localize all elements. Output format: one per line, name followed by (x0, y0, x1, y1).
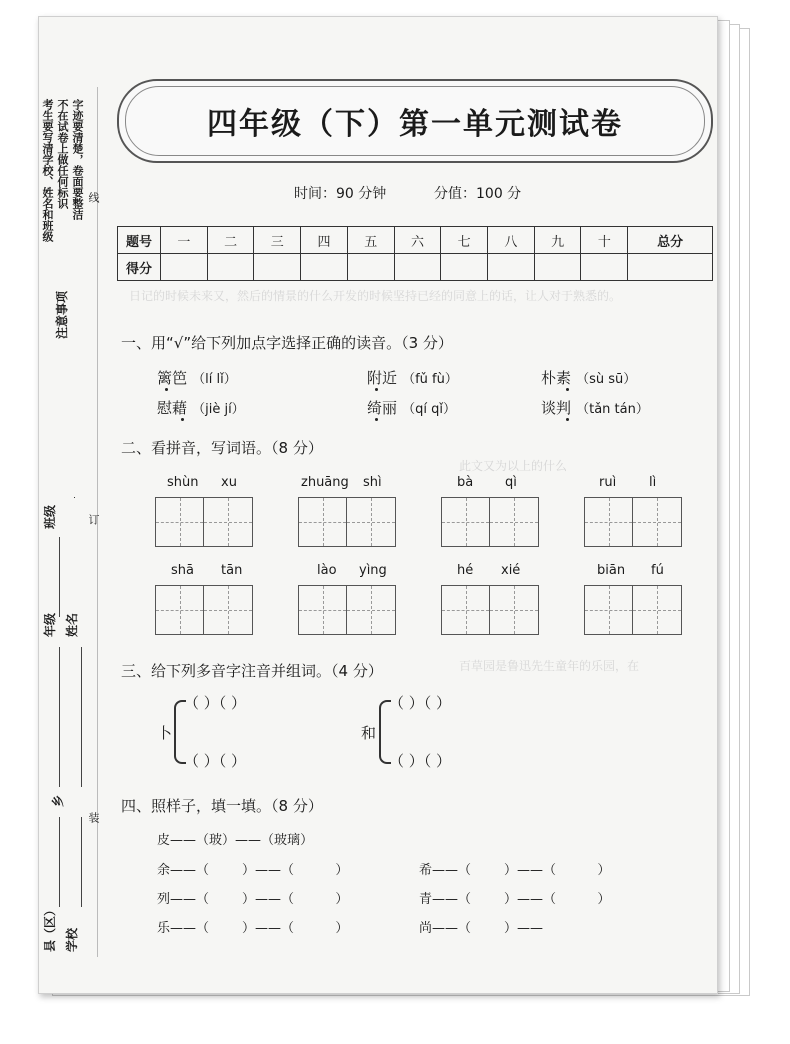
pinyin-label: yìng (359, 563, 387, 578)
reading-pinyin-options[interactable]: （lí lǐ） (192, 372, 237, 387)
emphasis-dot (165, 388, 168, 391)
writing-grid[interactable] (155, 497, 253, 547)
reading-pinyin-options[interactable]: （sù sū） (576, 372, 637, 387)
notice-line-1: 考生要写清学校、姓名和班级 (41, 99, 54, 242)
score-table-score-row (118, 254, 713, 281)
notice-line-2: 不在试卷上做任何标识 (56, 99, 69, 209)
field-county: 县（区） (43, 903, 57, 952)
score-entry-cell[interactable] (488, 254, 535, 281)
score-entry-cell[interactable] (394, 254, 441, 281)
score-entry-cell[interactable] (347, 254, 394, 281)
field-school: 学校 (65, 927, 79, 952)
score-entry-cell[interactable] (534, 254, 581, 281)
score-table-header-row (118, 227, 713, 254)
score-table-cell: 三 (254, 227, 301, 254)
score-table-cell: 十 (581, 227, 628, 254)
polyphone-blank[interactable]: （ ）（ ） (389, 694, 452, 712)
emphasis-dot (181, 418, 184, 421)
pinyin-label: biān (597, 563, 626, 578)
field-township: 乡 (51, 794, 65, 807)
time-label: 时间：90 分钟 (294, 186, 387, 202)
notice-line-3: 字迹要清楚，卷面要整洁 (71, 99, 84, 220)
fill-row[interactable]: 列——（ ）——（ ） (157, 892, 349, 907)
writing-grid[interactable] (584, 585, 682, 635)
example-part: 玻 (209, 833, 223, 848)
polyphone-char-bu: 卜 (157, 724, 173, 742)
field-name: 姓名 (65, 612, 79, 637)
pinyin-label: shā (171, 563, 194, 578)
score-entry-cell[interactable] (207, 254, 254, 281)
pinyin-label: zhuāng (301, 475, 349, 490)
reading-word: 朴素 (541, 369, 572, 387)
score-table-cell: 一 (161, 227, 208, 254)
score-entry-cell[interactable] (161, 254, 208, 281)
pinyin-label: qì (505, 475, 517, 490)
section1-heading: 一、用“√”给下列加点字选择正确的读音。（3 分） (121, 334, 453, 352)
score-table-cell: 九 (534, 227, 581, 254)
score-table-cell: 总分 (628, 227, 713, 254)
emphasis-dot (375, 418, 378, 421)
field-class-line (74, 497, 75, 498)
reading-pinyin-options[interactable]: （fǔ fù） (402, 372, 458, 387)
score-table-cell: 八 (488, 227, 535, 254)
score-table-cell: 题号 (118, 227, 161, 254)
field-class: 班级 (43, 504, 57, 529)
reading-word: 篱笆 (157, 369, 188, 387)
writing-grid[interactable] (441, 585, 539, 635)
reading-word: 绮丽 (367, 399, 398, 417)
reading-item (367, 397, 456, 418)
reading-item (157, 367, 237, 388)
bleed-through-text: 百草园是鲁迅先生童年的乐园，在 (459, 659, 640, 673)
pinyin-label: hé (457, 563, 474, 578)
example-part: ）——（ (222, 833, 275, 848)
pinyin-label: lào (317, 563, 337, 578)
field-underline-3 (81, 647, 82, 787)
seal-char: 装 (87, 812, 100, 823)
score-table-cell: 七 (441, 227, 488, 254)
score-table-cell: 五 (347, 227, 394, 254)
score-table-cell: 六 (394, 227, 441, 254)
score-entry-cell[interactable] (301, 254, 348, 281)
line-char: 线 (87, 192, 100, 203)
emphasis-dot (566, 418, 569, 421)
fill-row[interactable]: 希——（ ）——（ ） (419, 863, 611, 878)
score-entry-cell[interactable] (628, 254, 713, 281)
emphasis-dot (375, 388, 378, 391)
score-table-cell: 四 (301, 227, 348, 254)
reading-item (541, 367, 636, 388)
score-entry-cell[interactable] (254, 254, 301, 281)
emphasis-dot (566, 388, 569, 391)
bind-char: 订 (87, 514, 100, 525)
reading-pinyin-options[interactable]: （qí qǐ） (402, 402, 456, 417)
pinyin-label: fú (651, 563, 664, 578)
score-table-cell: 二 (207, 227, 254, 254)
reading-pinyin-options[interactable]: （jiè jí） (192, 402, 245, 417)
writing-grid[interactable] (584, 497, 682, 547)
reading-word: 谈判 (541, 399, 572, 417)
fill-row[interactable]: 乐——（ ）——（ ） (157, 921, 349, 936)
fill-row[interactable]: 青——（ ）——（ ） (419, 892, 611, 907)
exam-paper (38, 16, 718, 994)
polyphone-blank[interactable]: （ ）（ ） (184, 752, 247, 770)
field-underline-1 (59, 537, 60, 617)
bleed-through-text: 此文又为以上的什么 (459, 459, 568, 473)
reading-word: 慰藉 (157, 399, 188, 417)
field-grade: 年级 (43, 612, 57, 637)
pinyin-label: shùn (167, 475, 199, 490)
example-row (157, 829, 313, 848)
section4-heading: 四、照样子，填一填。（8 分） (121, 797, 323, 815)
reading-item (367, 367, 458, 388)
score-entry-cell[interactable] (441, 254, 488, 281)
bleed-through-text: 日记的时候未来又，然后的情景的什么开发的时候坚持已经的同意上的话，让人对于熟悉的。 (129, 289, 622, 303)
notice-title: 注意事项 (55, 290, 69, 339)
writing-grid[interactable] (441, 497, 539, 547)
pinyin-label: lì (649, 475, 657, 490)
pinyin-label: xu (221, 475, 237, 490)
polyphone-char-he: 和 (361, 724, 377, 742)
pinyin-label: shì (363, 475, 382, 490)
example-part: 玻璃 (274, 833, 301, 848)
pinyin-label: ruì (599, 475, 617, 490)
field-underline-5 (81, 817, 82, 907)
fill-row[interactable]: 尚——（ ）—— (419, 921, 544, 936)
reading-word: 附近 (367, 369, 398, 387)
reading-pinyin-options[interactable]: （tǎn tán） (576, 402, 649, 417)
reading-item (541, 397, 649, 418)
section3-heading: 三、给下列多音字注音并组词。（4 分） (121, 662, 383, 680)
pinyin-label: xié (501, 563, 521, 578)
writing-grid[interactable] (155, 585, 253, 635)
section2-heading: 二、看拼音，写词语。（8 分） (121, 439, 323, 457)
polyphone-blank[interactable]: （ ）（ ） (184, 694, 247, 712)
field-underline-4 (59, 817, 60, 907)
example-part: ） (300, 833, 314, 848)
score-entry-cell[interactable] (581, 254, 628, 281)
fill-row[interactable]: 余——（ ）——（ ） (157, 863, 349, 878)
score-table (117, 226, 713, 281)
score-table-cell: 得分 (118, 254, 161, 281)
score-total-label: 分值：100 分 (434, 186, 522, 202)
page-title: 四年级（下）第一单元测试卷 (125, 86, 705, 156)
writing-grid[interactable] (298, 497, 396, 547)
example-part: 皮——（ (157, 833, 210, 848)
title-frame (117, 79, 713, 163)
pinyin-label: bà (457, 475, 474, 490)
polyphone-blank[interactable]: （ ）（ ） (389, 752, 452, 770)
writing-grid[interactable] (298, 585, 396, 635)
reading-item (157, 397, 245, 418)
field-underline-2 (59, 647, 60, 787)
pinyin-label: tān (221, 563, 243, 578)
